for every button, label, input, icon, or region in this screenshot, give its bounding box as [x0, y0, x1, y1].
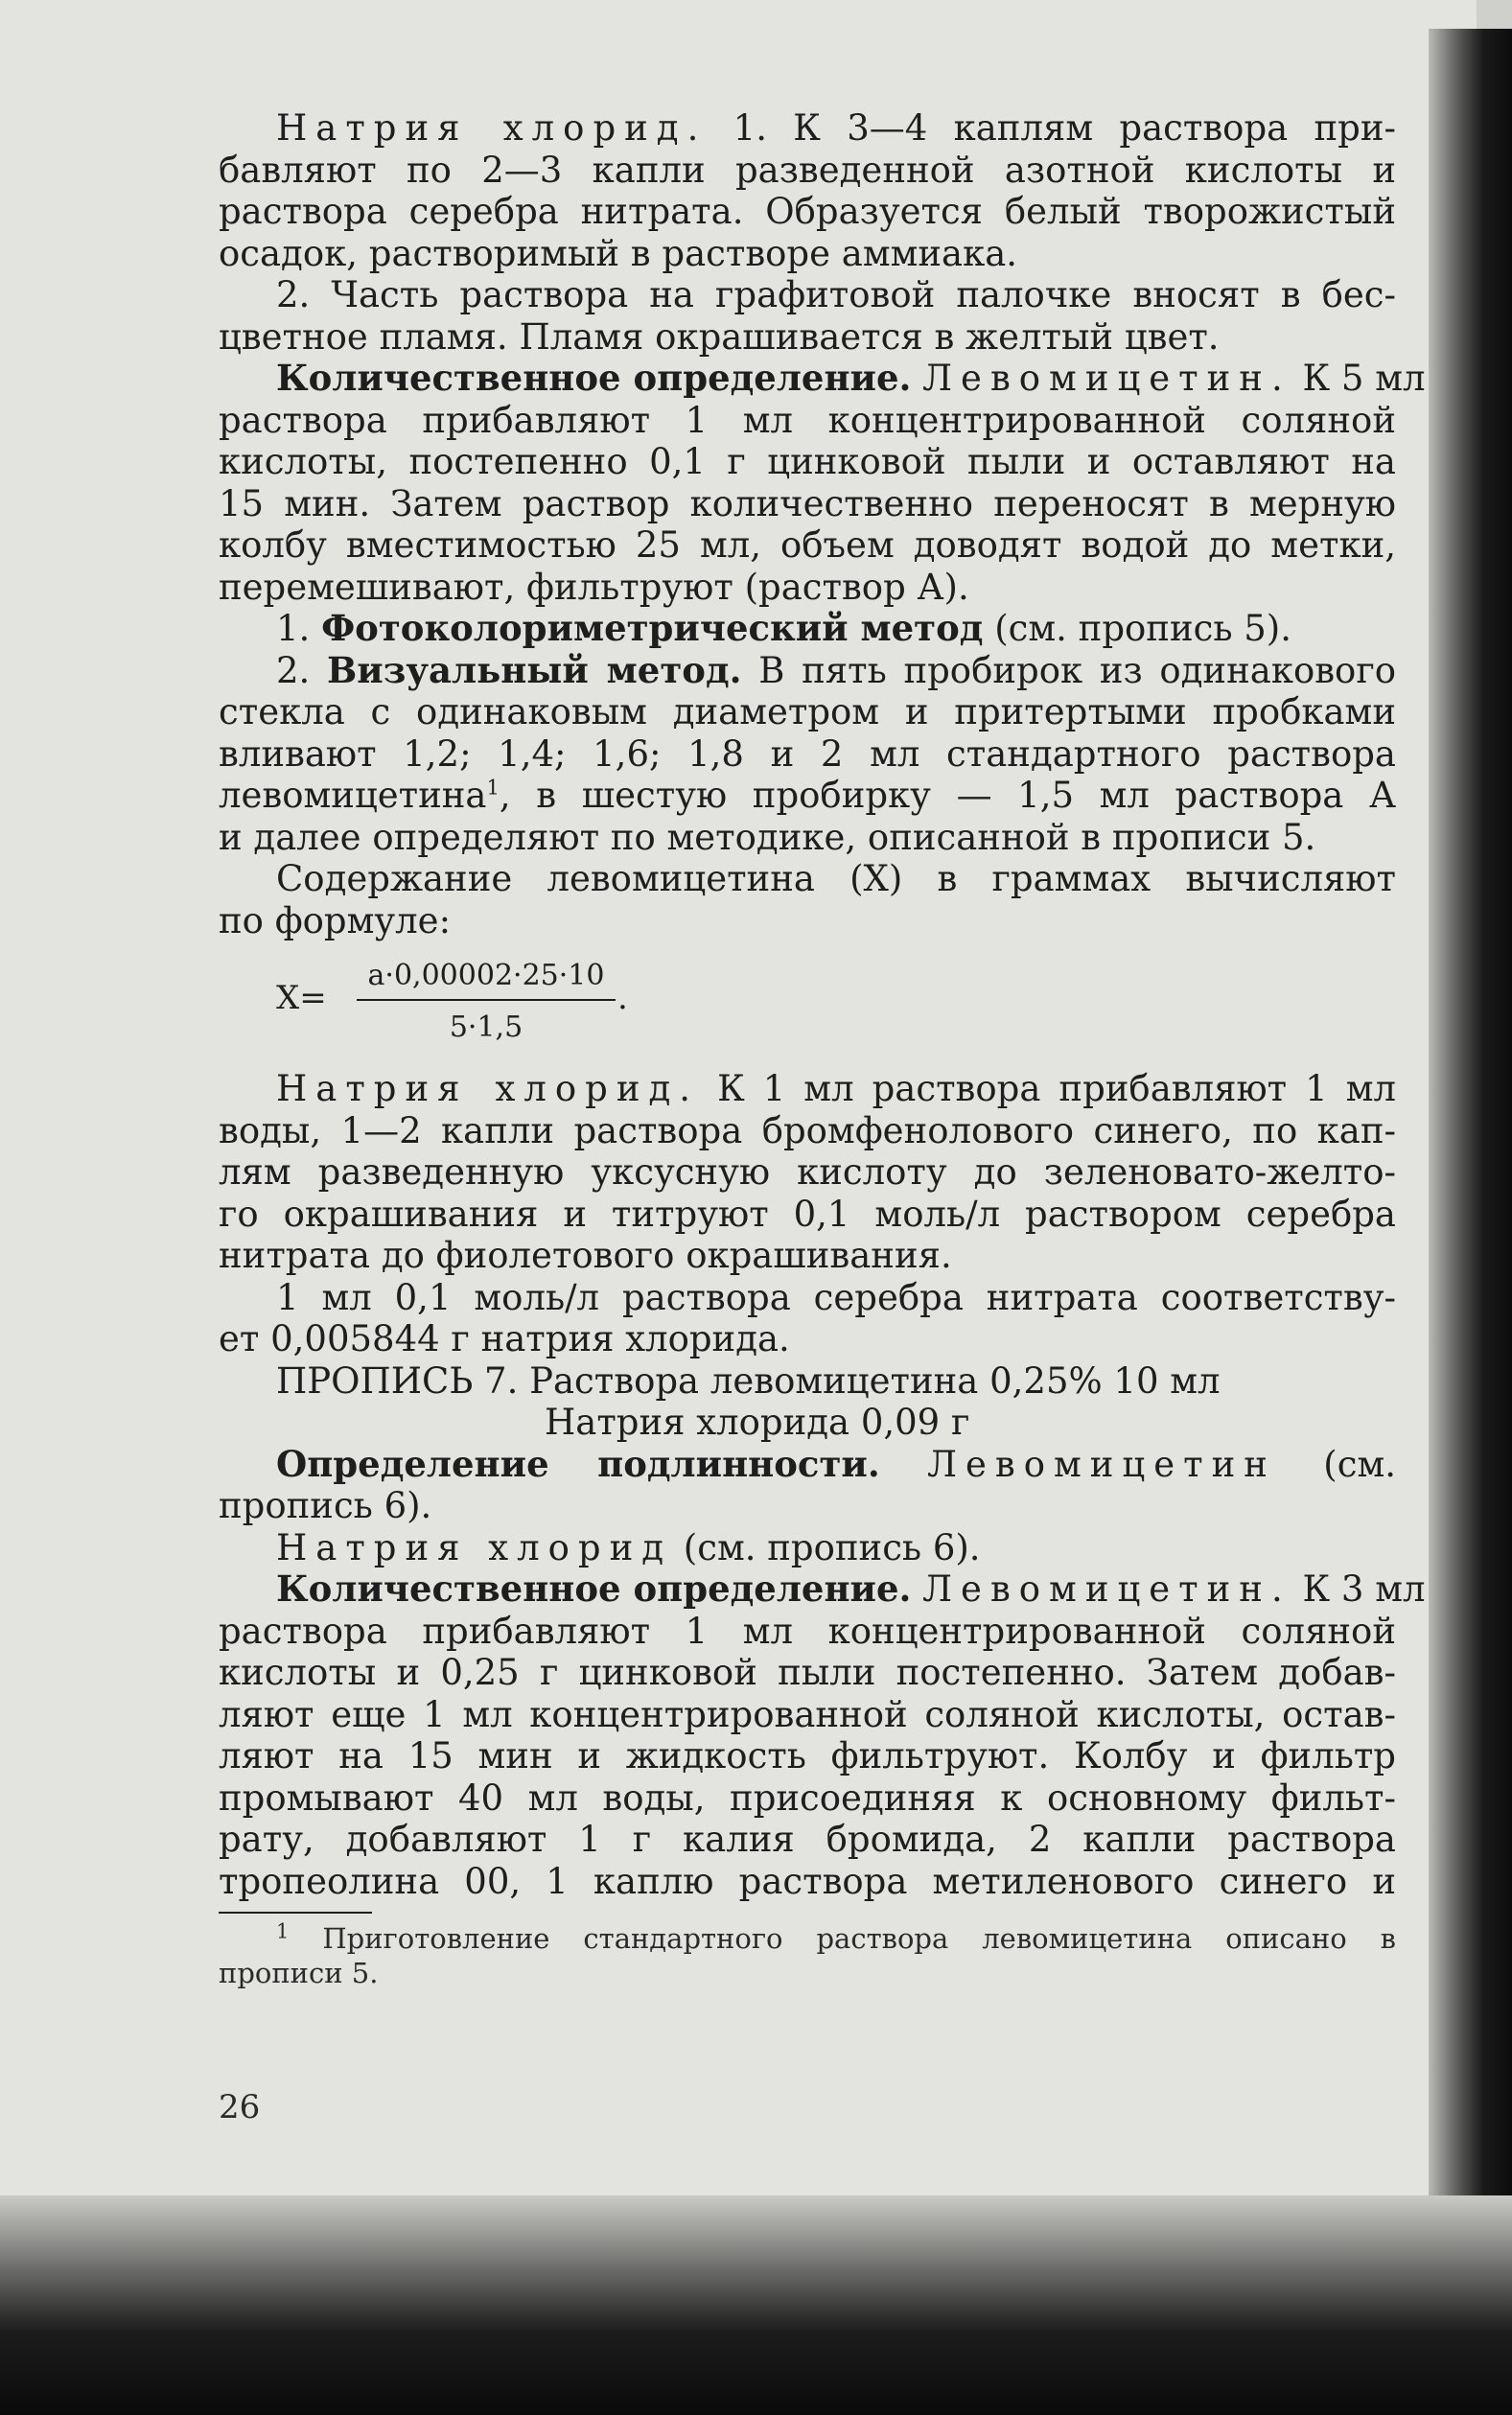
formula [276, 953, 1396, 1049]
para11-line: рату, добавляют 1 г калия бромида, 2 капли раствора [219, 1819, 1396, 1860]
formula-numerator: a·0,00002·25·10 [367, 959, 605, 992]
para1-line: осадок, растворимый в растворе аммиака. [219, 232, 1018, 274]
page-number: 26 [219, 2088, 261, 2126]
para3-line: раствора прибавляют 1 мл концентрированной соляной [219, 399, 1396, 441]
para9-line: пропись 6). [219, 1485, 432, 1526]
para6-line: по формуле: [219, 899, 452, 941]
para8-line: 1 мл 0,1 моль/л раствора серебра нитрата соответству- [276, 1276, 1396, 1318]
para11-line: Количественное определение. Левомицетин. К 3 мл [276, 1567, 1426, 1610]
page-text [219, 107, 1426, 1990]
formula-end: . [617, 979, 628, 1017]
footnote-line: $^1$ Приготовление стандартного раствора левомицетина описано в [276, 1919, 1397, 1955]
para11-line: раствора прибавляют 1 мл концентрированной соляной [219, 1610, 1396, 1652]
para7-line: го окрашивания и титруют 0,1 моль/л раствором серебра [219, 1193, 1396, 1235]
para1-line: Натрия хлорид. 1. К 3—4 каплям раствора при- [276, 107, 1397, 149]
para7-line: Натрия хлорид. К 1 мл раствора прибавляют 1 мл [276, 1068, 1396, 1109]
formula-denominator: 5·1,5 [449, 1010, 523, 1044]
para2-line: 2. Часть раствора на графитовой палочке вносят в бес- [276, 274, 1396, 315]
footnote [219, 1921, 1396, 1990]
para5-line: 2. Визуальный метод. В пять пробирок из одинакового [276, 648, 1396, 691]
para3-line: колбу вместимостью 25 мл, объем доводят водой до метки, [219, 524, 1396, 566]
page-edge-shadow-right [1429, 29, 1512, 2349]
para5-line: левомицетина$^1$, в шестую пробирку — 1,5 мл раствора А [219, 775, 1396, 816]
para3-line: перемешивают, фильтруют (раствор А). [219, 566, 969, 608]
para2-line: цветное пламя. Пламя окрашивается в желтый цвет. [219, 315, 1220, 358]
para4-line: 1. Фотоколориметрический метод (см. пропись 5). [276, 607, 1291, 649]
footnote-rule [219, 1912, 372, 1914]
para3-line: кислоты, постепенно 0,1 г цинковой пыли и оставляют на [219, 441, 1396, 482]
para7-line: нитрата до фиолетового окрашивания. [219, 1235, 952, 1276]
para8-line: ет 0,005844 г натрия хлорида. [219, 1318, 790, 1359]
para11-line: тропеолина 00, 1 каплю раствора метиленового синего и [219, 1860, 1396, 1902]
para3-line: 15 мин. Затем раствор количественно переносят в мерную [219, 482, 1396, 524]
para7-line: воды, 1—2 капли раствора бромфенолового синего, по кап- [219, 1109, 1396, 1151]
para1-line: раствора серебра нитрата. Образуется белый творожистый [219, 191, 1396, 232]
para11-line: ляют на 15 мин и жидкость фильтруют. Колбу и фильтр [219, 1735, 1396, 1776]
page-edge-shadow-bottom [0, 2195, 1512, 2415]
para5-line: вливают 1,2; 1,4; 1,6; 1,8 и 2 мл стандартного раствора [219, 732, 1396, 775]
footnote-ref: 1 [486, 776, 500, 800]
fraction-bar [357, 999, 616, 1001]
para9-line: Определение подлинности. Левомицетин (см. [276, 1442, 1396, 1485]
recipe-heading: ПРОПИСЬ 7. Раствора левомицетина 0,25% 10 мл [276, 1359, 1221, 1402]
para7-line: лям разведенную уксусную кислоту до зеленовато-желто- [219, 1151, 1396, 1193]
para1-line: бавляют по 2—3 капли разведенной азотной кислоты и [219, 149, 1396, 191]
para3-line: Количественное определение. Левомицетин. К 5 мл [276, 357, 1426, 399]
para10-line: Натрия хлорид (см. пропись 6). [276, 1526, 981, 1568]
para11-line: ляют еще 1 мл концентрированной соляной кислоты, остав- [219, 1693, 1396, 1735]
formula-lhs: X= [276, 979, 327, 1017]
para5-line: стекла с одинаковым диаметром и притертыми пробками [219, 691, 1396, 732]
footnote-mark: 1 [276, 1919, 290, 1943]
footnote-line: прописи 5. [219, 1957, 379, 1989]
para11-line: промывают 40 мл воды, присоединяя к основному фильт- [219, 1776, 1396, 1819]
para5-line: и далее определяют по методике, описанной в прописи 5. [219, 816, 1316, 858]
para11-line: кислоты и 0,25 г цинковой пыли постепенно. Затем добав- [219, 1652, 1396, 1693]
para6-line: Содержание левомицетина (X) в граммах вычисляют [276, 858, 1396, 899]
recipe-ingredient: Натрия хлорида 0,09 г [545, 1402, 970, 1443]
